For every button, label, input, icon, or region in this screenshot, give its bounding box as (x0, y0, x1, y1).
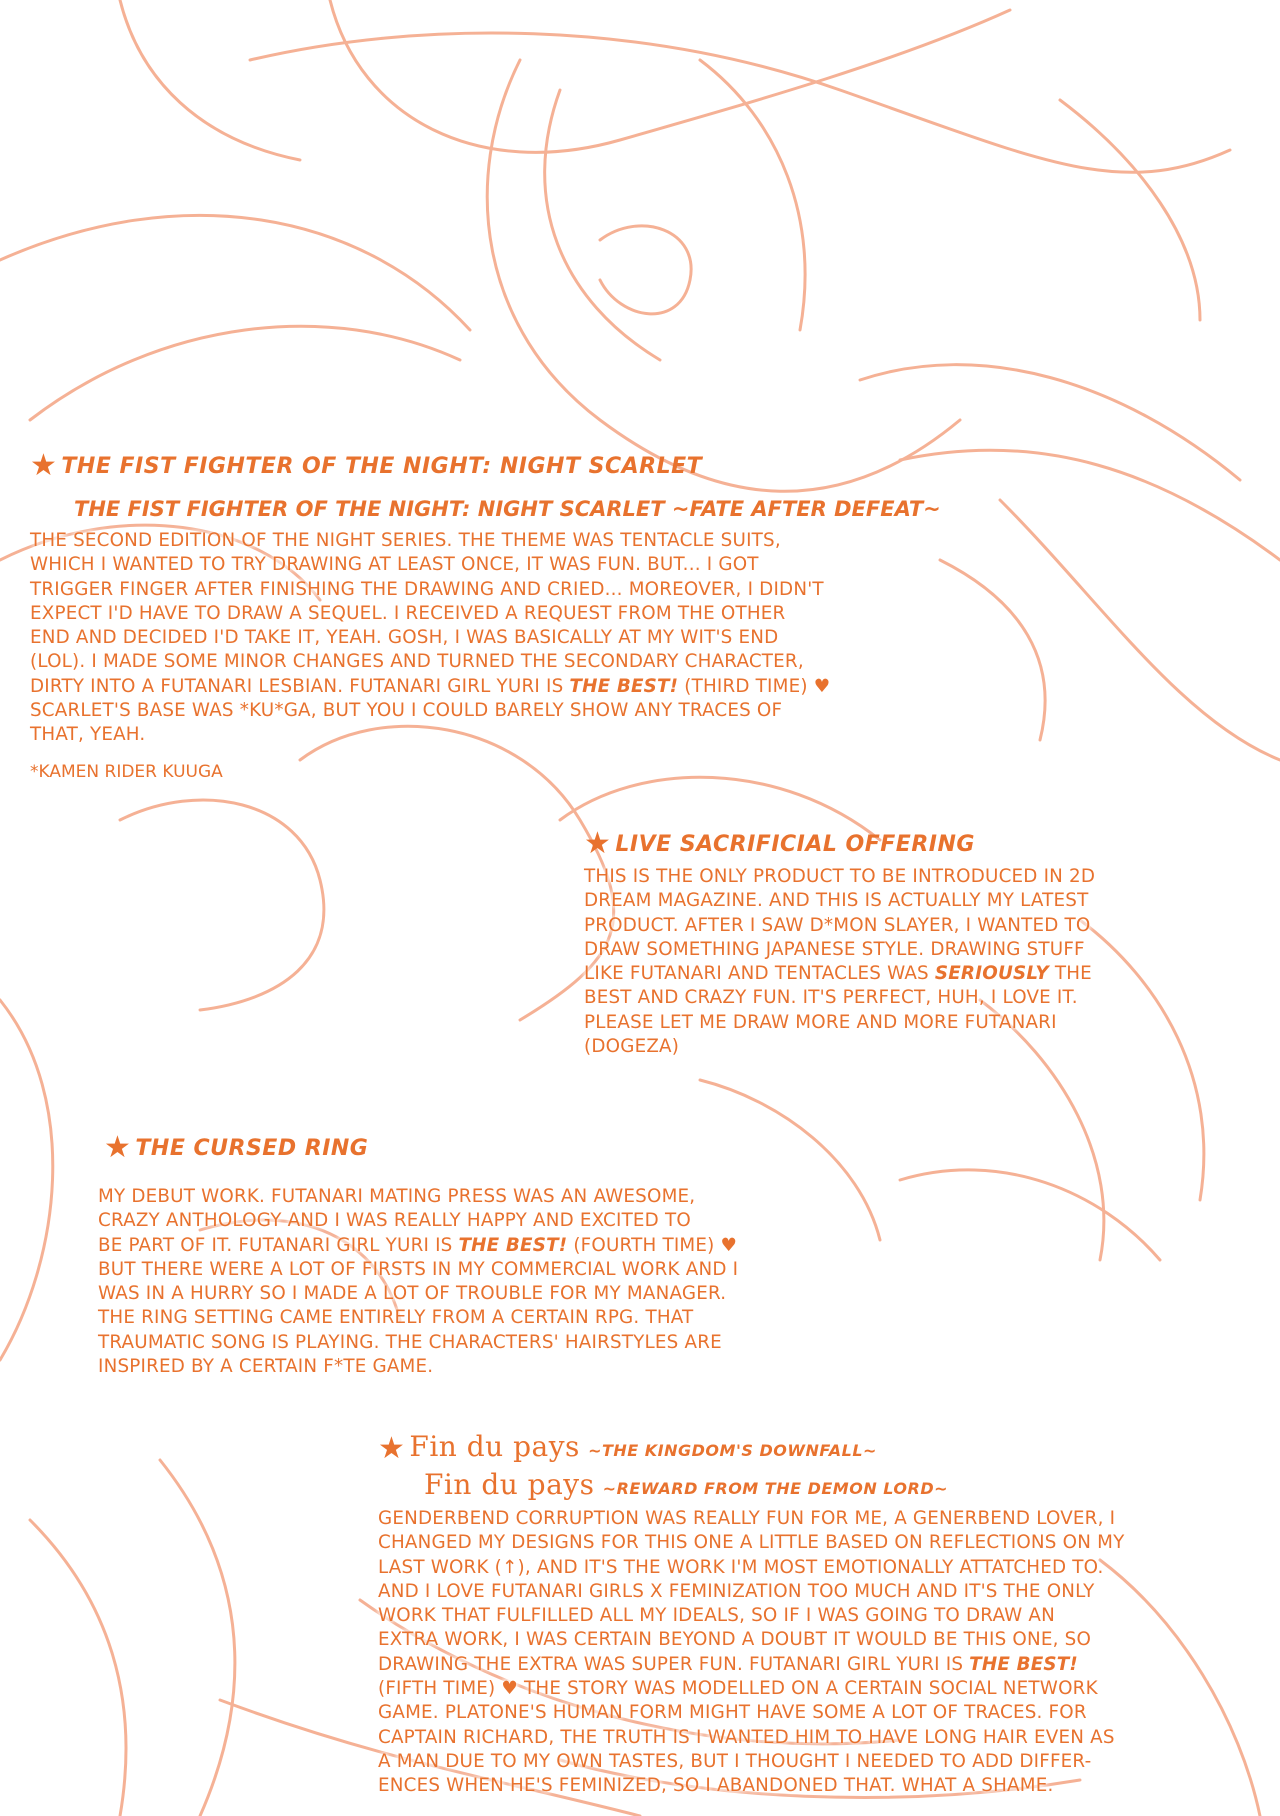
section-cursed-ring (98, 1130, 944, 1379)
heading-subtitle-text: ~REWARD FROM THE DEMON LORD~ (602, 1479, 949, 1498)
heading-title-text: Fin du pays (424, 1468, 595, 1501)
body-line: ENCES WHEN HE'S FEMINIZED, SO I ABANDONED THAT. WHAT A SHAME. (378, 1775, 1054, 1797)
section-body (30, 529, 1030, 748)
emphasis-text: THE BEST! (458, 1234, 568, 1256)
star-icon: ★ (378, 1431, 406, 1466)
body-line: TRIGGER FINGER AFTER FINISHING THE DRAWING AND CRIED... MOREOVER, I DIDN'T (30, 578, 824, 600)
section-night-scarlet (30, 448, 1030, 782)
body-line (378, 1653, 1278, 1677)
heading-title-text: Fin du pays (409, 1430, 580, 1463)
body-line: PRODUCT. AFTER I SAW D*MON SLAYER, I WANTED TO (584, 914, 1091, 936)
body-text: THE (1054, 963, 1092, 985)
star-icon: ★ (584, 826, 612, 861)
body-line: (DOGEZA) (584, 1036, 680, 1058)
body-text: DIRTY INTO A FUTANARI LESBIAN. FUTANARI GIRL YURI IS (30, 675, 564, 697)
heading-subtitle-text: ~THE KINGDOM'S DOWNFALL~ (588, 1441, 877, 1460)
body-line: THIS IS THE ONLY PRODUCT TO BE INTRODUCED IN 2D (584, 866, 1096, 887)
body-line: BUT THERE WERE A LOT OF FIRSTS IN MY COMMERCIAL WORK AND I (98, 1258, 739, 1280)
body-line: TRAUMATIC SONG IS PLAYING. THE CHARACTERS' HAIRSTYLES ARE (98, 1331, 722, 1353)
body-line: GAME. PLATONE'S HUMAN FORM MIGHT HAVE SOME A LOT OF TRACES. FOR (378, 1702, 1087, 1724)
section-heading-second (424, 1468, 1278, 1501)
body-text: DRAWING THE EXTRA WAS SUPER FUN. FUTANARI GIRL YURI IS (378, 1653, 964, 1675)
body-line: INSPIRED BY A CERTAIN F*TE GAME. (98, 1356, 434, 1378)
heading-text: LIVE SACRIFICIAL OFFERING (615, 832, 975, 857)
body-line: LAST WORK (↑), AND IT'S THE WORK I'M MOST EMOTIONALLY ATTATCHED TO. (378, 1556, 1104, 1578)
emphasis-text: THE BEST! (569, 675, 679, 697)
body-line: CRAZY ANTHOLOGY AND I WAS REALLY HAPPY AND EXCITED TO (98, 1210, 691, 1232)
section-subheading: THE FIST FIGHTER OF THE NIGHT: NIGHT SCARLET ~FATE AFTER DEFEAT~ (74, 497, 941, 521)
body-line: CHANGED MY DESIGNS FOR THIS ONE A LITTLE BASED ON REFLECTIONS ON MY (378, 1532, 1125, 1554)
emphasis-text: SERIOUSLY (934, 963, 1049, 985)
section-live-offering (584, 826, 1274, 1059)
body-line: CAPTAIN RICHARD, THE TRUTH IS I WANTED HIM TO HAVE LONG HAIR EVEN AS (378, 1726, 1115, 1748)
footnote: *KAMEN RIDER KUUGA (30, 761, 223, 782)
star-icon: ★ (30, 448, 58, 483)
body-line: WORK THAT FULFILLED ALL MY IDEALS, SO IF I WAS GOING TO DRAW AN (378, 1605, 1056, 1627)
body-line: DRAW SOMETHING JAPANESE STYLE. DRAWING STUFF (584, 938, 1085, 960)
star-icon: ★ (104, 1130, 132, 1165)
body-line: (LOL). I MADE SOME MINOR CHANGES AND TURNED THE SECONDARY CHARACTER, (30, 651, 804, 673)
heading-text: THE FIST FIGHTER OF THE NIGHT: NIGHT SCARLET (61, 454, 703, 479)
body-line (378, 1677, 1278, 1701)
section-heading (30, 448, 1030, 483)
body-line: AND I LOVE FUTANARI GIRLS X FEMINIZATION TOO MUCH AND IT'S THE ONLY (378, 1580, 1095, 1602)
body-text: (FIFTH TIME) (378, 1678, 496, 1700)
body-text: THE STORY WAS MODELLED ON A CERTAIN SOCIAL NETWORK (524, 1678, 1098, 1700)
body-line: EXTRA WORK, I WAS CERTAIN BEYOND A DOUBT IT WOULD BE THIS ONE, SO (378, 1629, 1092, 1651)
body-line (30, 675, 1030, 699)
body-line: MY DEBUT WORK. FUTANARI MATING PRESS WAS AN AWESOME, (98, 1186, 696, 1207)
emphasis-text: THE BEST! (969, 1653, 1078, 1675)
heart-icon: ♥ (501, 1678, 518, 1700)
body-line: THE RING SETTING CAME ENTIRELY FROM A CERTAIN RPG. THAT (98, 1307, 694, 1329)
body-line: END AND DECIDED I'D TAKE IT, YEAH. GOSH, I WAS BASICALLY AT MY WIT'S END (30, 627, 779, 649)
section-heading (104, 1130, 944, 1165)
body-line: PLEASE LET ME DRAW MORE AND MORE FUTANARI (584, 1011, 1057, 1033)
body-line: BEST AND CRAZY FUN. IT'S PERFECT, HUH, I LOVE IT. (584, 987, 1078, 1009)
body-text: LIKE FUTANARI AND TENTACLES WAS (584, 963, 929, 985)
body-text: BE PART OF IT. FUTANARI GIRL YURI IS (98, 1234, 453, 1256)
section-body (98, 1185, 944, 1379)
body-line: WAS IN A HURRY SO I MADE A LOT OF TROUBLE FOR MY MANAGER. (98, 1283, 727, 1305)
body-text: (THIRD TIME) (684, 675, 808, 697)
body-line: SCARLET'S BASE WAS *KU*GA, BUT YOU I COULD BARELY SHOW ANY TRACES OF (30, 700, 783, 722)
section-body (584, 865, 1274, 1059)
body-line: A MAN DUE TO MY OWN TASTES, BUT I THOUGHT I NEEDED TO ADD DIFFER- (378, 1750, 1092, 1772)
section-body (378, 1507, 1278, 1799)
heart-icon: ♥ (813, 675, 831, 697)
heading-text: THE CURSED RING (135, 1136, 369, 1161)
body-line: DREAM MAGAZINE. AND THIS IS ACTUALLY MY LATEST (584, 890, 1089, 912)
body-line (98, 1234, 944, 1258)
body-line: THE SECOND EDITION OF THE NIGHT SERIES. THE THEME WAS TENTACLE SUITS, (30, 530, 781, 551)
heart-icon: ♥ (720, 1234, 738, 1256)
body-line: WHICH I WANTED TO TRY DRAWING AT LEAST ONCE, IT WAS FUN. BUT... I GOT (30, 554, 759, 576)
body-line: THAT, YEAH. (30, 724, 146, 746)
body-line (584, 962, 1274, 986)
body-line: GENDERBEND CORRUPTION WAS REALLY FUN FOR ME, A GENERBEND LOVER, I (378, 1508, 1116, 1529)
body-line: EXPECT I'D HAVE TO DRAW A SEQUEL. I RECEIVED A REQUEST FROM THE OTHER (30, 602, 786, 624)
section-heading (584, 826, 1274, 861)
section-fin-du-pays (378, 1430, 1278, 1799)
body-text: (FOURTH TIME) (573, 1234, 715, 1256)
section-heading (378, 1430, 1278, 1466)
